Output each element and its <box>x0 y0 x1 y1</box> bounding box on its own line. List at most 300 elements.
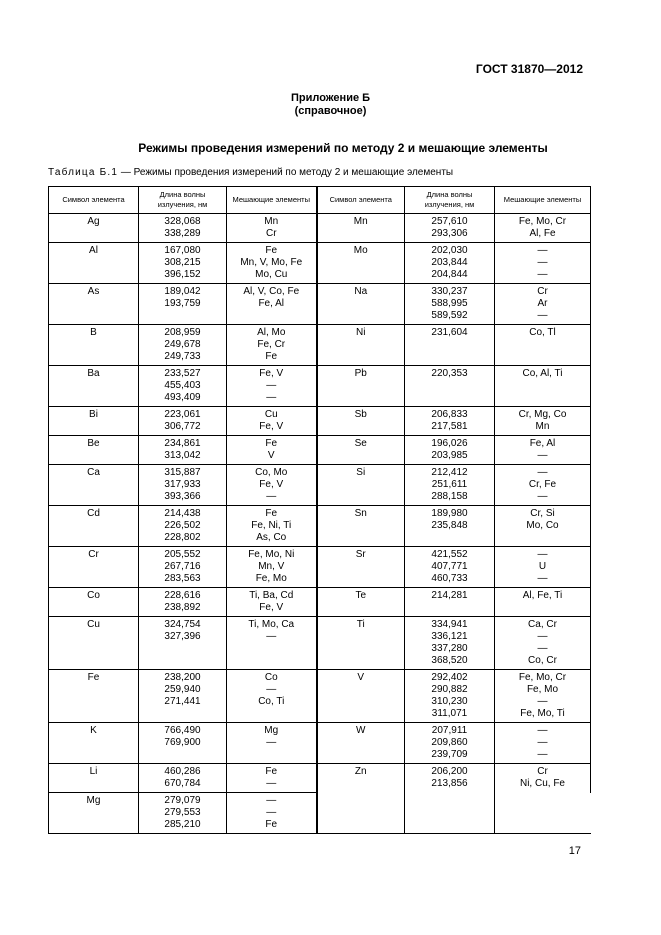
interfering-elements: — <box>537 257 548 268</box>
element-symbol: Ni <box>356 327 366 338</box>
header-wavelength: Длина волны излучения, нм <box>139 187 227 214</box>
left-wavelength-cell <box>139 366 227 407</box>
interfering-elements: Ni, Cu, Fe <box>519 778 565 789</box>
header-symbol: Символ элемента <box>49 187 139 214</box>
element-symbol: Bi <box>89 409 98 420</box>
wavelength-value: 338,289 <box>164 228 201 239</box>
empty-cell <box>405 793 495 834</box>
wavelength-value: 217,581 <box>431 421 468 432</box>
interfering-elements: Mn <box>264 216 279 227</box>
wavelength-value: 327,396 <box>164 631 201 642</box>
element-symbol: Co <box>87 590 100 601</box>
table-row <box>49 670 591 723</box>
interfering-elements: Fe, Ni, Ti <box>251 520 292 531</box>
interfering-elements: Co, Cr <box>528 655 557 666</box>
interfering-elements: Cr, Si <box>530 508 555 519</box>
appendix-title <box>0 92 661 118</box>
interfering-elements: Fe, V <box>259 602 284 613</box>
table-row <box>49 793 591 834</box>
left-interfering-cell <box>227 243 317 284</box>
element-symbol: Li <box>89 766 98 777</box>
wavelength-value: 337,280 <box>431 643 468 654</box>
table-row <box>49 243 591 284</box>
interfering-elements: Ti, Ba, Cd <box>249 590 294 601</box>
interfering-elements: Fe <box>265 508 278 519</box>
table-row <box>49 407 591 436</box>
left-symbol-cell <box>49 243 139 284</box>
wavelength-value: 292,402 <box>431 672 468 683</box>
interfering-elements: Cu <box>264 409 278 420</box>
interfering-elements: — <box>266 807 277 818</box>
right-interfering-cell <box>495 284 591 325</box>
right-interfering-cell <box>495 670 591 723</box>
interfering-elements: — <box>537 450 548 461</box>
header-interfering: Мешающие элементы <box>227 187 317 214</box>
wavelength-value: 208,959 <box>164 327 201 338</box>
interfering-elements: As, Co <box>256 532 287 543</box>
interfering-elements: — <box>537 467 548 478</box>
wavelength-value: 234,861 <box>164 438 201 449</box>
interfering-elements: Fe <box>265 351 278 362</box>
right-wavelength-cell <box>405 284 495 325</box>
wavelength-value: 239,709 <box>431 749 468 760</box>
element-symbol: Be <box>87 438 100 449</box>
left-wavelength-cell <box>139 764 227 793</box>
element-symbol: Pb <box>354 368 367 379</box>
interfering-elements: Fe, Mo, Ti <box>520 708 565 719</box>
wavelength-value: 228,802 <box>164 532 201 543</box>
wavelength-value: 203,985 <box>431 450 468 461</box>
right-wavelength-cell <box>405 465 495 506</box>
wavelength-value: 235,848 <box>431 520 468 531</box>
interfering-elements: — <box>537 631 548 642</box>
wavelength-value: 206,200 <box>431 766 468 777</box>
interfering-elements: Ti, Mo, Ca <box>248 619 295 630</box>
left-symbol-cell <box>49 793 139 834</box>
left-symbol-cell <box>49 617 139 670</box>
wavelength-value: 308,215 <box>164 257 201 268</box>
wavelength-value: 214,438 <box>164 508 201 519</box>
left-symbol-cell <box>49 325 139 366</box>
right-interfering-cell <box>495 436 591 465</box>
wavelength-value: 231,604 <box>431 327 468 338</box>
right-interfering-cell <box>495 547 591 588</box>
left-interfering-cell <box>227 407 317 436</box>
left-interfering-cell <box>227 670 317 723</box>
left-wavelength-cell <box>139 617 227 670</box>
interfering-elements: Fe, Al <box>258 298 285 309</box>
wavelength-value: 407,771 <box>431 561 468 572</box>
table-row <box>49 723 591 764</box>
interfering-elements: — <box>266 380 277 391</box>
element-symbol: Zn <box>354 766 367 777</box>
interfering-elements: Fe, Mo, Cr <box>518 672 567 683</box>
element-symbol: Al <box>89 245 98 256</box>
right-wavelength-cell <box>405 617 495 670</box>
left-wavelength-cell <box>139 214 227 243</box>
table-row <box>49 325 591 366</box>
wavelength-value: 167,080 <box>164 245 201 256</box>
wavelength-value: 238,200 <box>164 672 201 683</box>
left-wavelength-cell <box>139 506 227 547</box>
table-caption-label: Таблица Б.1 <box>48 167 119 178</box>
right-symbol-cell <box>317 366 405 407</box>
wavelength-value: 285,210 <box>164 819 201 830</box>
interfering-elements: Co, Al, Ti <box>522 368 563 379</box>
left-symbol-cell <box>49 407 139 436</box>
wavelength-value: 306,772 <box>164 421 201 432</box>
right-wavelength-cell <box>405 764 495 793</box>
element-symbol: Fe <box>87 672 100 683</box>
interfering-elements: — <box>266 737 277 748</box>
wavelength-value: 204,844 <box>431 269 468 280</box>
wavelength-value: 317,933 <box>164 479 201 490</box>
element-symbol: Ca <box>87 467 100 478</box>
right-wavelength-cell <box>405 214 495 243</box>
page-number: 17 <box>568 845 581 857</box>
element-symbol: Ba <box>87 368 100 379</box>
right-interfering-cell <box>495 243 591 284</box>
interfering-elements: — <box>537 696 548 707</box>
interfering-elements: — <box>537 549 548 560</box>
left-interfering-cell <box>227 284 317 325</box>
appendix-label: Приложение Б <box>290 92 371 104</box>
interfering-elements: — <box>537 737 548 748</box>
wavelength-value: 455,403 <box>164 380 201 391</box>
wavelength-value: 310,230 <box>431 696 468 707</box>
interfering-elements: — <box>266 491 277 502</box>
wavelength-value: 220,353 <box>431 368 468 379</box>
right-symbol-cell <box>317 243 405 284</box>
interfering-elements: Fe, Mo, Cr <box>518 216 567 227</box>
interfering-elements: Mo, Co <box>526 520 559 531</box>
table-row <box>49 547 591 588</box>
wavelength-value: 589,592 <box>431 310 468 321</box>
wavelength-value: 251,611 <box>431 479 468 490</box>
right-symbol-cell <box>317 407 405 436</box>
interfering-elements: Al, Fe, Ti <box>522 590 563 601</box>
table-row <box>49 284 591 325</box>
right-symbol-cell <box>317 325 405 366</box>
left-interfering-cell <box>227 547 317 588</box>
interfering-elements: — <box>537 491 548 502</box>
left-symbol-cell <box>49 284 139 325</box>
interfering-elements: Fe, Mo, Ni <box>248 549 295 560</box>
wavelength-value: 249,678 <box>164 339 201 350</box>
standard-number: ГОСТ 31870—2012 <box>475 62 583 76</box>
right-symbol-cell <box>317 588 405 617</box>
interfering-elements: U <box>538 561 547 572</box>
left-wavelength-cell <box>139 284 227 325</box>
wavelength-value: 207,911 <box>431 725 468 736</box>
wavelength-value: 313,042 <box>164 450 201 461</box>
left-symbol-cell <box>49 723 139 764</box>
interfering-elements: Mn, V, Mo, Fe <box>240 257 303 268</box>
interfering-elements: Ar <box>537 298 548 309</box>
wavelength-value: 267,716 <box>164 561 201 572</box>
left-wavelength-cell <box>139 436 227 465</box>
interfering-elements: — <box>266 778 277 789</box>
interfering-elements: Fe, V <box>259 421 284 432</box>
left-wavelength-cell <box>139 325 227 366</box>
wavelength-value: 193,759 <box>164 298 201 309</box>
wavelength-value: 226,502 <box>164 520 201 531</box>
left-interfering-cell <box>227 366 317 407</box>
right-interfering-cell <box>495 723 591 764</box>
left-wavelength-cell <box>139 793 227 834</box>
right-interfering-cell <box>495 465 591 506</box>
left-symbol-cell <box>49 436 139 465</box>
header-wavelength-right: Длина волны излучения, нм <box>405 187 495 214</box>
left-interfering-cell <box>227 214 317 243</box>
wavelength-value: 396,152 <box>164 269 201 280</box>
right-interfering-cell <box>495 617 591 670</box>
left-symbol-cell <box>49 670 139 723</box>
left-interfering-cell <box>227 325 317 366</box>
element-symbol: W <box>356 725 366 736</box>
right-symbol-cell <box>317 617 405 670</box>
element-symbol: Ag <box>87 216 100 227</box>
right-interfering-cell <box>495 764 591 793</box>
interfering-elements: — <box>537 269 548 280</box>
wavelength-value: 334,941 <box>431 619 468 630</box>
interfering-elements: Fe, Cr <box>257 339 286 350</box>
interfering-elements: Fe <box>265 766 278 777</box>
left-interfering-cell <box>227 723 317 764</box>
left-interfering-cell <box>227 506 317 547</box>
wavelength-value: 189,042 <box>164 286 201 297</box>
element-symbol: Sn <box>354 508 367 519</box>
wavelength-value: 257,610 <box>431 216 468 227</box>
right-wavelength-cell <box>405 588 495 617</box>
right-symbol-cell <box>317 284 405 325</box>
empty-cell <box>317 793 405 834</box>
wavelength-value: 324,754 <box>164 619 201 630</box>
table-row <box>49 617 591 670</box>
wavelength-value: 202,030 <box>431 245 468 256</box>
element-symbol: Ti <box>356 619 365 630</box>
element-symbol: Si <box>356 467 366 478</box>
element-symbol: Cd <box>87 508 100 519</box>
right-interfering-cell <box>495 407 591 436</box>
table-row <box>49 366 591 407</box>
wavelength-value: 249,733 <box>164 351 201 362</box>
right-symbol-cell <box>317 436 405 465</box>
wavelength-value: 214,281 <box>431 590 468 601</box>
right-symbol-cell <box>317 723 405 764</box>
table-header-row <box>49 187 591 214</box>
left-symbol-cell <box>49 465 139 506</box>
header-interfering-right: Мешающие элементы <box>495 187 591 214</box>
right-interfering-cell <box>495 506 591 547</box>
wavelength-value: 290,882 <box>431 684 468 695</box>
right-symbol-cell <box>317 670 405 723</box>
interfering-elements: Co <box>264 672 278 683</box>
left-interfering-cell <box>227 436 317 465</box>
element-symbol: B <box>90 327 97 338</box>
left-wavelength-cell <box>139 547 227 588</box>
wavelength-value: 283,563 <box>164 573 201 584</box>
interfering-elements: Fe <box>265 819 278 830</box>
wavelength-value: 766,490 <box>164 725 201 736</box>
interfering-elements: Mn <box>535 421 550 432</box>
interfering-elements: Fe, Al <box>529 438 556 449</box>
element-symbol: Cr <box>88 549 99 560</box>
element-symbol: Na <box>354 286 368 297</box>
interfering-elements: — <box>266 795 277 806</box>
left-interfering-cell <box>227 617 317 670</box>
right-interfering-cell <box>495 325 591 366</box>
interfering-elements: Fe, V <box>259 479 284 490</box>
wavelength-value: 233,527 <box>164 368 201 379</box>
table-caption-text: — Режимы проведения измерений по методу 2 и мешающие элементы <box>118 167 454 178</box>
element-symbol: V <box>357 672 365 683</box>
interfering-elements: V <box>267 450 275 461</box>
appendix-subtitle: (справочное) <box>294 105 367 117</box>
right-wavelength-cell <box>405 723 495 764</box>
wavelength-value: 206,833 <box>431 409 468 420</box>
element-symbol: Mo <box>353 245 368 256</box>
left-interfering-cell <box>227 793 317 834</box>
table-caption <box>48 167 453 178</box>
wavelength-value: 421,552 <box>431 549 468 560</box>
left-symbol-cell <box>49 764 139 793</box>
wavelength-value: 670,784 <box>164 778 201 789</box>
element-symbol: As <box>87 286 100 297</box>
interfering-elements: Fe, V <box>259 368 284 379</box>
wavelength-value: 460,733 <box>431 573 468 584</box>
right-interfering-cell <box>495 588 591 617</box>
right-wavelength-cell <box>405 670 495 723</box>
interfering-elements: — <box>537 749 548 760</box>
wavelength-value: 228,616 <box>164 590 201 601</box>
wavelength-value: 259,940 <box>164 684 201 695</box>
interfering-elements: — <box>537 573 548 584</box>
left-wavelength-cell <box>139 243 227 284</box>
left-interfering-cell <box>227 588 317 617</box>
right-symbol-cell <box>317 506 405 547</box>
wavelength-value: 279,079 <box>164 795 201 806</box>
wavelength-value: 279,553 <box>164 807 201 818</box>
wavelength-value: 293,306 <box>431 228 468 239</box>
interfering-elements: Al, V, Co, Fe <box>243 286 300 297</box>
right-interfering-cell <box>495 214 591 243</box>
element-symbol: Cu <box>87 619 100 630</box>
interfering-elements: Co, Ti <box>258 696 285 707</box>
element-symbol: Se <box>354 438 367 449</box>
right-wavelength-cell <box>405 325 495 366</box>
table-row <box>49 764 591 793</box>
element-symbol: K <box>90 725 97 736</box>
element-symbol: Mn <box>353 216 368 227</box>
wavelength-value: 213,856 <box>431 778 468 789</box>
interfering-elements: Ca, Cr <box>528 619 557 630</box>
interfering-elements: — <box>537 245 548 256</box>
interfering-elements: Co, Mo <box>255 467 288 478</box>
right-wavelength-cell <box>405 547 495 588</box>
wavelength-value: 315,887 <box>164 467 201 478</box>
interfering-elements: — <box>266 631 277 642</box>
right-wavelength-cell <box>405 366 495 407</box>
left-symbol-cell <box>49 588 139 617</box>
interfering-elements: Co, Tl <box>529 327 556 338</box>
wavelength-value: 209,860 <box>431 737 468 748</box>
wavelength-value: 203,844 <box>431 257 468 268</box>
interfering-elements: Cr, Fe <box>528 479 557 490</box>
wavelength-value: 493,409 <box>164 392 201 403</box>
left-interfering-cell <box>227 465 317 506</box>
left-symbol-cell <box>49 547 139 588</box>
left-wavelength-cell <box>139 723 227 764</box>
wavelength-value: 460,286 <box>164 766 201 777</box>
empty-cell <box>495 793 591 834</box>
wavelength-value: 238,892 <box>164 602 201 613</box>
right-symbol-cell <box>317 547 405 588</box>
interfering-elements: Cr <box>537 286 548 297</box>
left-wavelength-cell <box>139 670 227 723</box>
interfering-elements: Mn, V <box>258 561 285 572</box>
section-title: Режимы проведения измерений по методу 2 и мешающие элементы <box>138 141 548 155</box>
interfering-elements: Mo, Cu <box>255 269 288 280</box>
interfering-elements: Fe, Mo <box>526 684 559 695</box>
wavelength-value: 189,980 <box>431 508 468 519</box>
interfering-elements: — <box>266 684 277 695</box>
element-symbol: Sb <box>354 409 367 420</box>
table-row <box>49 465 591 506</box>
wavelength-value: 330,237 <box>431 286 468 297</box>
interfering-elements: Fe <box>265 438 278 449</box>
right-wavelength-cell <box>405 506 495 547</box>
wavelength-value: 223,061 <box>164 409 201 420</box>
element-symbol: Sr <box>355 549 366 560</box>
right-wavelength-cell <box>405 407 495 436</box>
interfering-elements: Mg <box>264 725 279 736</box>
wavelength-value: 212,412 <box>431 467 468 478</box>
table-row <box>49 506 591 547</box>
wavelength-value: 196,026 <box>431 438 468 449</box>
right-wavelength-cell <box>405 243 495 284</box>
interfering-elements: Cr, Mg, Co <box>518 409 567 420</box>
wavelength-value: 393,366 <box>164 491 201 502</box>
interfering-elements: — <box>537 725 548 736</box>
left-wavelength-cell <box>139 465 227 506</box>
wavelength-value: 288,158 <box>431 491 468 502</box>
wavelength-value: 769,900 <box>164 737 201 748</box>
wavelength-value: 311,071 <box>431 708 468 719</box>
wavelength-value: 368,520 <box>431 655 468 666</box>
table-row <box>49 214 591 243</box>
interfering-elements: — <box>537 310 548 321</box>
right-interfering-cell <box>495 366 591 407</box>
interfering-elements: Fe, Mo <box>255 573 287 584</box>
element-symbol: Te <box>355 590 367 601</box>
interfering-elements: Al, Mo <box>257 327 286 338</box>
element-symbol: Mg <box>86 795 101 806</box>
header-symbol-right: Символ элемента <box>317 187 405 214</box>
interfering-elements: — <box>537 643 548 654</box>
left-symbol-cell <box>49 506 139 547</box>
left-symbol-cell <box>49 214 139 243</box>
left-wavelength-cell <box>139 588 227 617</box>
wavelength-value: 336,121 <box>431 631 468 642</box>
wavelength-value: 588,995 <box>431 298 468 309</box>
left-wavelength-cell <box>139 407 227 436</box>
right-symbol-cell <box>317 465 405 506</box>
right-wavelength-cell <box>405 436 495 465</box>
left-interfering-cell <box>227 764 317 793</box>
interfering-elements: — <box>266 392 277 403</box>
wavelength-value: 205,552 <box>164 549 201 560</box>
